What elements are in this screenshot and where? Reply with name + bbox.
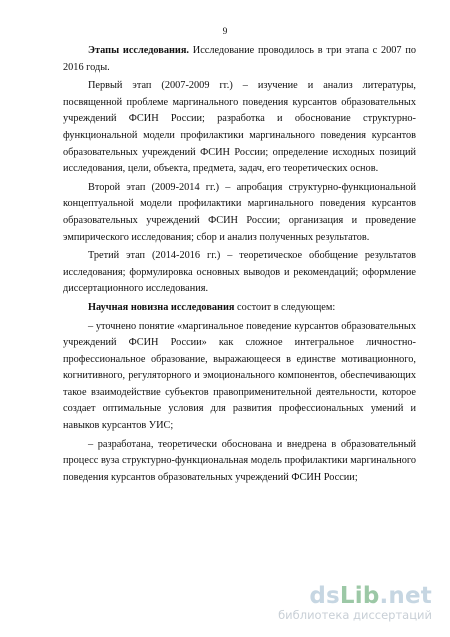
watermark-ds: ds [309,583,340,609]
watermark-logo [278,584,432,608]
watermark-lib: Lib [339,583,380,609]
paragraph-stage-one [63,78,416,178]
paragraph-text: состоит в следующем: [234,301,336,313]
paragraph-stages [63,43,416,76]
paragraph-novelty-item-1 [63,319,416,435]
page-number: 9 [222,27,228,37]
document-body [63,43,416,486]
paragraph-lead: Этапы исследования. [88,45,190,56]
dslib-watermark [278,584,432,622]
paragraph-novelty [63,300,416,317]
paragraph-text: – уточнено понятие «маргинальное поведение курсантов образовательных учреждений ФСИН России» как сложное интегральное личностно-профессиональное образование, выражающееся в единстве мотивационного, когнитивного, регуляторного и эмоционального компонентов, обеспечивающих такое взаимодействие субъектов правоприменительной деятельности, которое создает оптимальные условия для развития профессиональных умений и навыков курсантов УИС; [63,320,416,432]
watermark-net: .net [379,583,432,609]
paragraph-lead: Научная новизна исследования [88,301,235,313]
paragraph-stage-two [63,180,416,246]
paragraph-text: Исследование проводилось в три этапа с 2007 по 2016 годы. [63,45,416,73]
paragraph-text: Второй этап (2009-2014 гг.) – апробация структурно-функциональной концептуальной модели профилактики маргинального поведения курсантов образовательных учреждений ФСИН России; организация и проведение эмпирического исследования; сбор и анализ полученных результатов. [63,181,416,243]
paragraph-novelty-item-2 [63,437,416,487]
paragraph-stage-three [63,248,416,298]
watermark-tagline: библиотека диссертаций [278,608,432,622]
paragraph-text: Первый этап (2007-2009 гг.) – изучение и анализ литературы, посвященной проблеме маргинального поведения курсантов образовательных учреждений ФСИН России; разработка и обоснование структурно-функциональной модели профилактики маргинального поведения курсантов образовательных учреждений ФСИН России; определение исходных позиций исследования, цели, объекта, предмета, задач, его теоретических основ. [63,80,416,175]
paragraph-text: – разработана, теоретически обоснована и внедрена в образовательный процесс вуза структурно-функциональная модель профилактики маргинального поведения курсантов образовательных учреждений ФСИН России; [63,438,416,483]
paragraph-text: Третий этап (2014-2016 гг.) – теоретическое обобщение результатов исследования; формулировка основных выводов и рекомендаций; оформление диссертационного исследования. [63,250,416,295]
